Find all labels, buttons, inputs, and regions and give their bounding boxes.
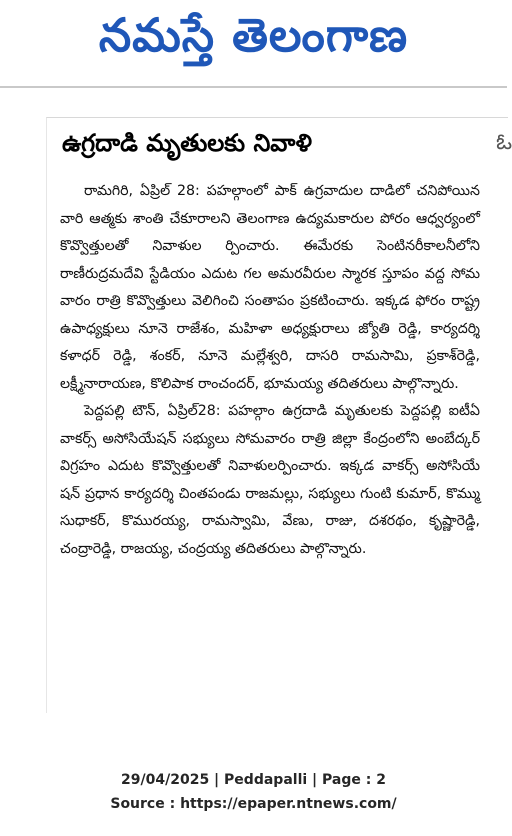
article-headline: ఉగ్రదాడి మృతులకు నివాళి bbox=[62, 129, 312, 157]
clip-date-line: 29/04/2025 | Peddapalli | Page : 2 bbox=[121, 772, 386, 788]
clip-source-line: Source : https://epaper.ntnews.com/ bbox=[110, 796, 397, 812]
adjacent-column-fragment: ఓ bbox=[496, 130, 512, 155]
article-paragraph: పెద్దపల్లి టౌన్, ఏప్రిల్28: పహల్గాం ఉగ్రదాడి మృతులకు పెద్దపల్లి ఐటీఏ వాకర్స్ అసోసియేషన్ సభ్యులు సోమవారం రాత్రి జిల్లా కేంద్రంలోని అంబేద్కర్ విగ్రహం ఎదుట కొవ్వొత్తులతో నివాళులర్పించారు. ఇక్కడ వాకర్స్ అసోసియే షన్ ప్రధాన కార్యదర్శి చింతపండు రాజమల్లు, సభ్యులు గుంటి కుమార్, కొమ్ము సుధాకర్, కొమురయ్య, రామస్వామి, వేణు, రాజు, దశరథం, కృష్ణారెడ్డి, చంద్రారెడ్డి, రాజయ్య, చంద్రయ్య తదితరులు పాల్గొన్నారు. bbox=[60, 403, 480, 557]
article-paragraph: రామగిరి, ఏప్రిల్ 28: పహల్గాంలో పాక్ ఉగ్రవాదుల దాడిలో చనిపోయిన వారి ఆత్మకు శాంతి చేకూరాలని తెలంగాణ ఉద్యమకారుల పోరం ఆధ్వర్యంలో కొవ్వొత్తులతో నివాళుల ర్పించారు. ఈమేరకు సెంటినరీకాలనీలోని రాణీరుద్రమదేవి స్టేడియం ఎదుట గల అమరవీరుల స్మారక స్తూపం వద్ద సోమ వారం రాత్రి కొవ్వొత్తులు వెలిగించి సంతాపం ప్రకటించారు. ఇక్కడ ఫోరం రాష్ట్ర ఉపాధ్యక్షులు నూనె రాజేశం, మహిళా అధ్యక్షురాలు జ్యోతి రెడ్డి, కార్యదర్శి కళాధర్ రెడ్డి, శంకర్, నూనె మల్లేశ్వరి, దాసరి రామసామి, ప్రకాశ్‌రెడ్డి, లక్ష్మీనారాయణ, కొలిపాక రాంచందర్, భూమయ్య తదితరులు పాల్గొన్నారు. bbox=[60, 183, 480, 392]
masthead-divider bbox=[0, 86, 507, 88]
masthead bbox=[0, 0, 507, 82]
article-body bbox=[60, 178, 480, 563]
newspaper-title: నమస్తే తెలంగాణ bbox=[98, 8, 409, 62]
